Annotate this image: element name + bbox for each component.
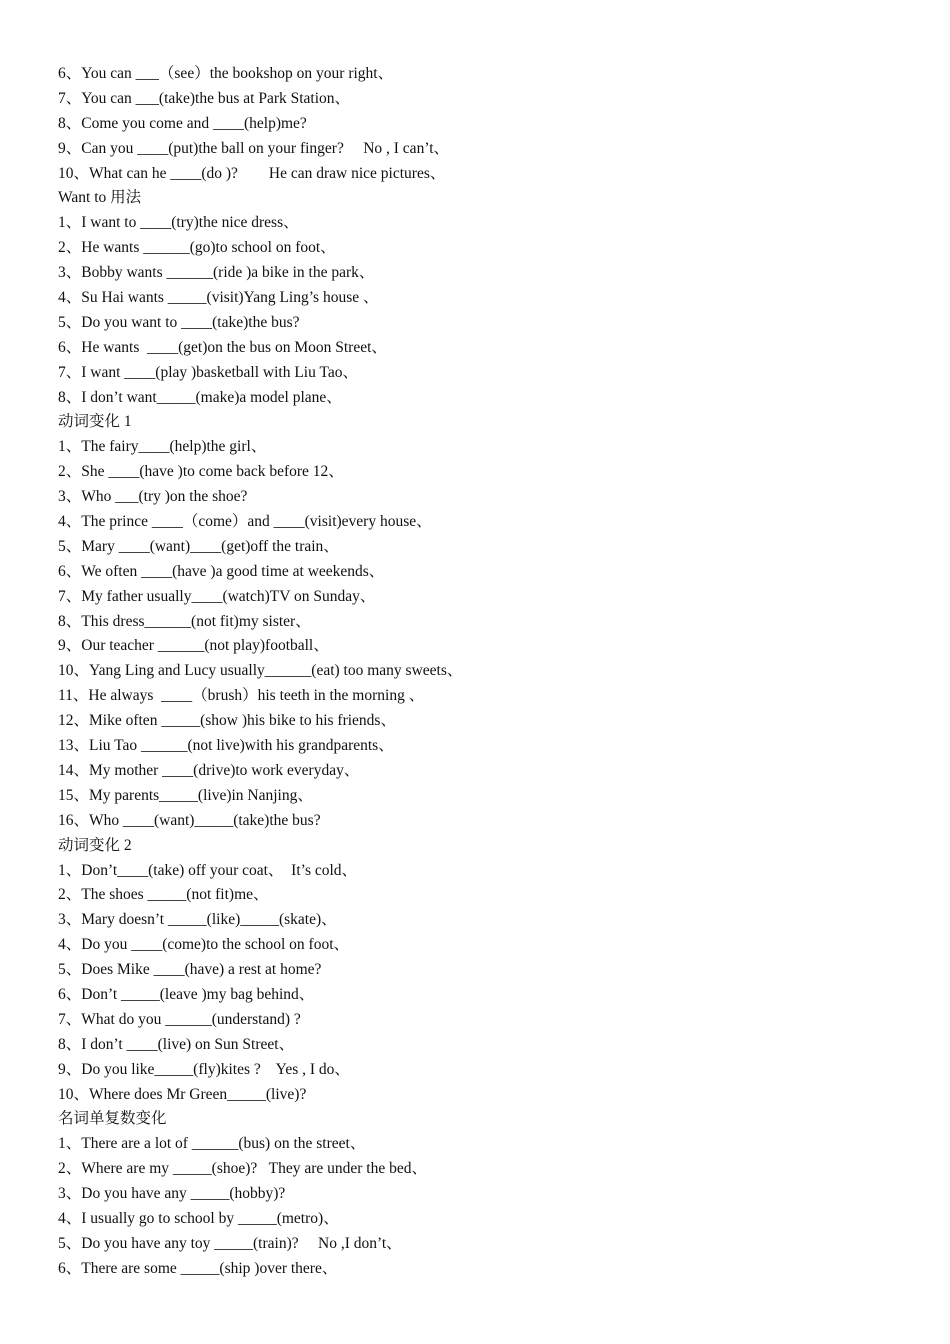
- section-heading-verb-change-2: 动词变化 2: [58, 836, 132, 854]
- section-heading-verb-change-1: 动词变化 1: [58, 413, 132, 431]
- exercise-line: 1、There are a lot of ______(bus) on the street、: [58, 1135, 366, 1153]
- exercise-line: 10、Where does Mr Green_____(live)?: [58, 1085, 307, 1103]
- exercise-line: 6、You can ___（see）the bookshop on your right、: [58, 65, 394, 82]
- exercise-line: 11、He always ____（brush）his teeth in the morning 、: [58, 687, 425, 705]
- exercise-line: 9、Can you ____(put)the ball on your finger? No , I can’t、: [58, 139, 450, 157]
- exercise-line: 3、Mary doesn’t _____(like)_____(skate)、: [58, 911, 337, 929]
- exercise-line: 2、She ____(have )to come back before 12、: [58, 463, 344, 481]
- exercise-line: 10、What can he ____(do )? He can draw nice pictures、: [58, 164, 446, 182]
- exercise-line: 5、Do you have any toy _____(train)? No ,I don’t、: [58, 1234, 402, 1252]
- exercise-line: 10、Yang Ling and Lucy usually______(eat) too many sweets、: [58, 662, 463, 680]
- exercise-line: 9、Do you like_____(fly)kites ? Yes , I do、: [58, 1060, 350, 1078]
- exercise-line: 3、Bobby wants ______(ride )a bike in the park、: [58, 264, 375, 282]
- exercise-line: 1、Don’t____(take) off your coat、 It’s cold、: [58, 861, 358, 879]
- exercise-line: 7、What do you ______(understand) ?: [58, 1010, 301, 1028]
- exercise-line: 4、Su Hai wants _____(visit)Yang Ling’s house 、: [58, 289, 379, 307]
- exercise-line: 4、The prince ____（come）and ____(visit)every house、: [58, 513, 432, 531]
- section-heading-noun-plurals: 名词单复数变化: [58, 1110, 167, 1128]
- exercise-line: 4、I usually go to school by _____(metro)、: [58, 1209, 339, 1227]
- exercise-line: 6、Don’t _____(leave )my bag behind、: [58, 985, 315, 1003]
- exercise-line: 7、You can ___(take)the bus at Park Station、: [58, 89, 351, 107]
- exercise-line: 8、Come you come and ____(help)me?: [58, 114, 307, 132]
- exercise-line: 8、I don’t ____(live) on Sun Street、: [58, 1035, 295, 1053]
- exercise-line: 5、Does Mike ____(have) a rest at home?: [58, 961, 322, 979]
- exercise-line: 8、This dress______(not fit)my sister、: [58, 612, 311, 630]
- exercise-line: 4、Do you ____(come)to the school on foot、: [58, 936, 350, 954]
- exercise-line: 2、Where are my _____(shoe)? They are under the bed、: [58, 1160, 427, 1178]
- exercise-line: 15、My parents_____(live)in Nanjing、: [58, 786, 313, 804]
- exercise-line: 13、Liu Tao ______(not live)with his grandparents、: [58, 737, 394, 755]
- exercise-line: 3、Do you have any _____(hobby)?: [58, 1185, 286, 1203]
- exercise-line: 12、Mike often _____(show )his bike to his friends、: [58, 712, 396, 730]
- exercise-line: 5、Mary ____(want)____(get)off the train、: [58, 537, 339, 555]
- exercise-line: 3、Who ___(try )on the shoe?: [58, 488, 248, 506]
- exercise-line: 7、My father usually____(watch)TV on Sunday、: [58, 587, 376, 605]
- section-heading-want-to: Want to 用法: [58, 189, 142, 207]
- exercise-line: 9、Our teacher ______(not play)football、: [58, 637, 329, 655]
- exercise-line: 2、The shoes _____(not fit)me、: [58, 886, 269, 904]
- exercise-line: 1、I want to ____(try)the nice dress、: [58, 214, 299, 232]
- exercise-line: 2、He wants ______(go)to school on foot、: [58, 239, 336, 257]
- exercise-line: 8、I don’t want_____(make)a model plane、: [58, 388, 342, 406]
- exercise-line: 6、There are some _____(ship )over there、: [58, 1259, 338, 1277]
- exercise-line: 1、The fairy____(help)the girl、: [58, 438, 267, 456]
- exercise-line: 16、Who ____(want)_____(take)the bus?: [58, 811, 321, 829]
- exercise-line: 7、I want ____(play )basketball with Liu Tao、: [58, 363, 358, 381]
- exercise-line: 14、My mother ____(drive)to work everyday、: [58, 761, 360, 779]
- exercise-line: 5、Do you want to ____(take)the bus?: [58, 313, 300, 331]
- exercise-line: 6、He wants ____(get)on the bus on Moon Street、: [58, 338, 387, 356]
- exercise-line: 6、We often ____(have )a good time at weekends、: [58, 562, 385, 580]
- worksheet: [58, 62, 918, 1282]
